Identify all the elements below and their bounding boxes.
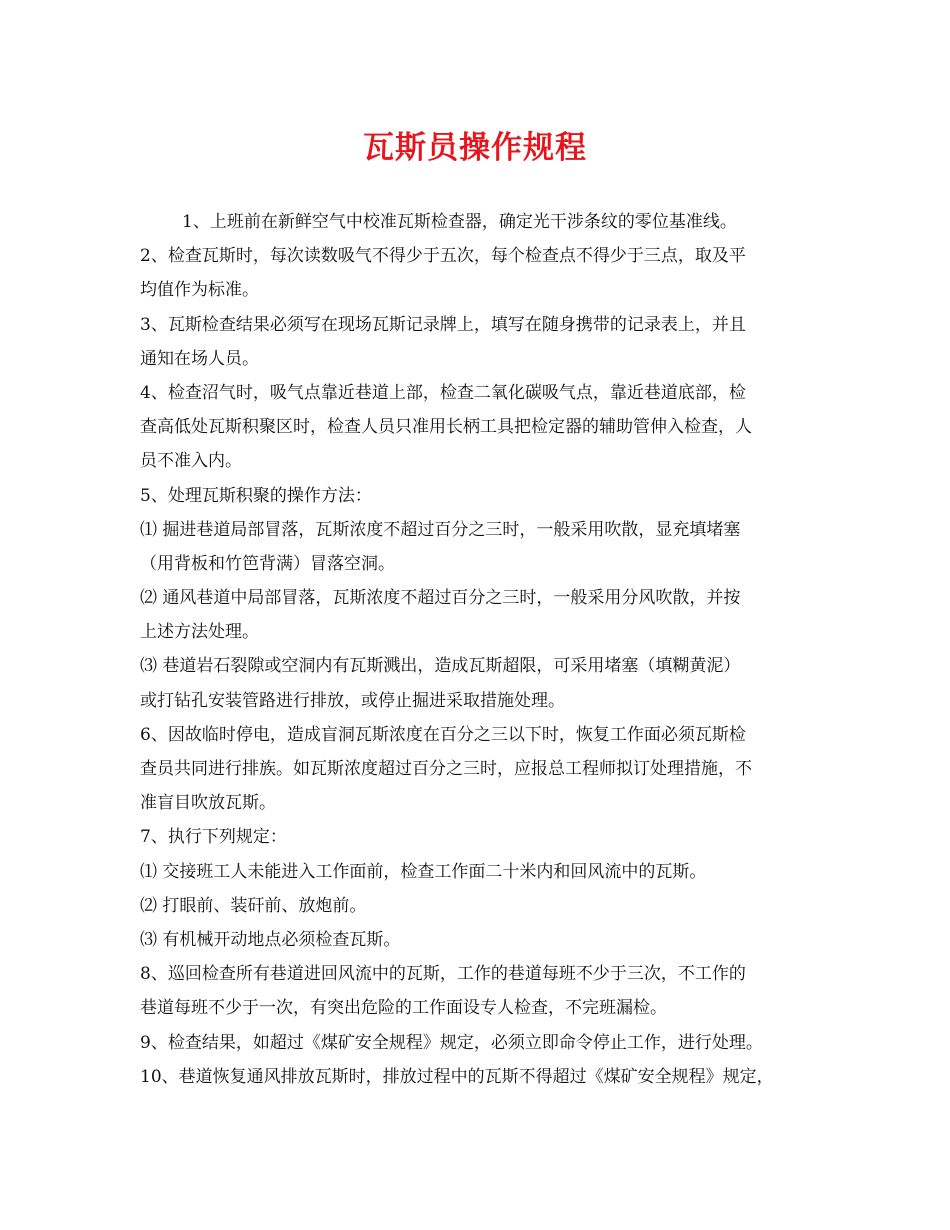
paragraph-line: 准盲目吹放瓦斯。 <box>140 793 276 814</box>
paragraph-line: 巷道每班不少于一次，有突出危险的工作面设专人检查，不完班漏检。 <box>140 998 667 1019</box>
paragraph-line: 7、执行下列规定： <box>140 827 287 848</box>
paragraph-line: 或打钻孔安装管路进行排放，或停止掘进采取措施处理。 <box>140 690 565 711</box>
paragraph-line: 8、巡回检查所有巷道进回风流中的瓦斯，工作的巷道每班不少于三次，不工作的 <box>140 964 746 985</box>
paragraph-line: 6、因故临时停电，造成盲洞瓦斯浓度在百分之三以下时，恢复工作面必须瓦斯检 <box>140 724 746 745</box>
paragraph-line: 查高低处瓦斯积聚区时，检查人员只准用长柄工具把检定器的辅助管伸入检查，人 <box>140 417 752 438</box>
paragraph-line: 均值作为标准。 <box>140 280 259 301</box>
paragraph-line: ⑴ 交接班工人未能进入工作面前，检查工作面二十米内和回风流中的瓦斯。 <box>140 861 707 882</box>
paragraph-line: 1、上班前在新鲜空气中校准瓦斯检查器，确定光干涉条纹的零位基准线。 <box>182 212 737 232</box>
paragraph-line: ⑵ 打眼前、装矸前、放炮前。 <box>140 895 367 916</box>
paragraph-line: ⑵ 通风巷道中局部冒落，瓦斯浓度不超过百分之三时，一般采用分风吹散，并按 <box>140 588 741 609</box>
paragraph-line: （用背板和竹笆背满）冒落空洞。 <box>140 553 395 574</box>
paragraph-line: ⑴ 掘进巷道局部冒落，瓦斯浓度不超过百分之三时，一般采用吹散，显充填堵塞 <box>140 519 741 540</box>
document-body <box>140 205 830 1094</box>
paragraph-line: 2、检查瓦斯时，每次读数吸气不得少于五次，每个检查点不得少于三点，取及平 <box>140 246 746 267</box>
paragraph-line: 查员共同进行排族。如瓦斯浓度超过百分之三时，应报总工程师拟订处理措施，不 <box>140 759 752 779</box>
paragraph-line: 9、检查结果，如超过《煤矿安全规程》规定，必须立即命令停止工作，进行处理。 <box>140 1032 763 1053</box>
paragraph-line: ⑶ 有机械开动地点必须检查瓦斯。 <box>140 929 401 950</box>
paragraph-line: 上述方法处理。 <box>140 622 259 643</box>
paragraph-line: 5、处理瓦斯积聚的操作方法： <box>140 485 372 506</box>
paragraph-line: ⑶ 巷道岩石裂隙或空洞内有瓦斯溅出，造成瓦斯超限，可采用堵塞（填糊黄泥） <box>140 656 741 677</box>
document-title: 瓦斯员操作规程 <box>363 130 587 166</box>
paragraph-line: 通知在场人员。 <box>140 348 259 369</box>
paragraph-line: 4、检查沼气时，吸气点靠近巷道上部，检查二氧化碳吸气点，靠近巷道底部，检 <box>140 382 746 403</box>
paragraph-line: 10、巷道恢复通风排放瓦斯时，排放过程中的瓦斯不得超过《煤矿安全规程》规定， <box>140 1066 774 1087</box>
paragraph-line: 3、瓦斯检查结果必须写在现场瓦斯记录牌上，填写在随身携带的记录表上，并且 <box>140 314 746 335</box>
paragraph-line: 员不准入内。 <box>140 451 242 472</box>
